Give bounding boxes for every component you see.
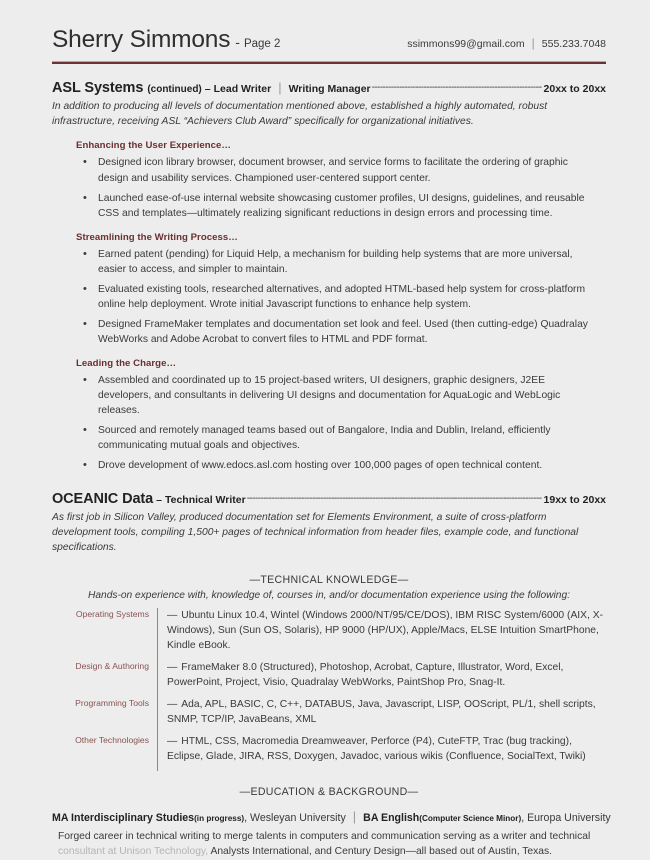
email-address[interactable]: ssimmons99@gmail.com xyxy=(407,38,525,50)
table-row xyxy=(52,608,606,660)
company-name: ASL Systems xyxy=(52,80,144,96)
bullet-list xyxy=(76,247,606,347)
tech-category-value xyxy=(158,660,606,697)
job-entry-asl-systems xyxy=(52,80,606,473)
name-block xyxy=(52,26,280,54)
job-role-primary: Lead Writer xyxy=(213,83,272,95)
em-dash: — xyxy=(167,698,178,710)
bullet-item: • Earned patent (pending) for Liquid Help, a mechanism for building help systems that are more universal, easier to access, and simpler to maintain. xyxy=(76,247,600,277)
page-number-label: Page 2 xyxy=(243,38,281,50)
bullet-item: • Designed FrameMaker templates and documentation set look and feel. Used (then cutting-edge) Quadralay WebWorks and Adobe Acrobat to convert files to HTML and PDF format. xyxy=(76,317,600,347)
job-dates: 19xx to 20xx xyxy=(543,493,606,506)
header-rule xyxy=(52,61,606,64)
bullet-item: • Launched ease-of-use internal website showcasing customer profiles, UI designs, guidelines, and reusable CSS and templates—ultimately realizing significant reductions in design errors and processing time. xyxy=(76,191,600,221)
job-summary: In addition to producing all levels of documentation mentioned above, established a highly automated, robust infrastructure, receiving ASL “Achievers Club Award” specifically for organizational initiatives. xyxy=(52,101,548,128)
tech-category-value xyxy=(158,608,606,660)
tech-value-text: Ubuntu Linux 10.4, Wintel (Windows 2000/NT/95/CE/DOS), IBM RISC System/6000 (AIX, X-Windows), Sun (Sun OS, Solaris), HP 9000 (HP/UX), Apple/Macs, ELSE Intuition SmartPhone, Kindle eBook. xyxy=(167,609,604,651)
em-dash: — xyxy=(167,735,178,747)
name-page-dash: - xyxy=(235,34,240,50)
tech-category-label: Other Technologies xyxy=(75,734,149,745)
education-background-text xyxy=(52,829,606,860)
subsection-enhancing-user-experience xyxy=(52,140,606,220)
bullet-item: • Drove development of www.edocs.asl.com hosting over 100,000 pages of open technical content. xyxy=(76,458,600,473)
job-role-secondary: Writing Manager xyxy=(288,83,371,95)
phone-number: 555.233.7048 xyxy=(541,38,606,50)
education-divider: | xyxy=(352,808,357,824)
tech-value-text: HTML, CSS, Macromedia Dreamweaver, Perforce (P4), CuteFTP, Trac (bug tracking), Eclipse, Glade, JIRA, RSS, Doxygen, Javadoc, various wikis (Confluence, SocialText, Twiki) xyxy=(167,735,586,762)
education-degrees-line xyxy=(52,808,611,824)
job-summary: As first job in Silicon Valley, produced documentation set for Elements Environment, a suite of cross-platform development tools, compiling 1,500+ pages of technical information from header files, example code, and functional specifications. xyxy=(52,511,579,554)
background-line-two-rest: Analysts International, and Century Design—all based out of Austin, Texas. xyxy=(208,846,552,858)
subsection-leading-the-charge xyxy=(52,358,606,473)
bullet-item: • Assembled and coordinated up to 15 project-based writers, UI designers, graphic designers, J2EE developers, and consultants in delivering UI designs and documentation for AquaLogic and WebLogic releases. xyxy=(76,373,600,418)
degree-secondary-note: (Computer Science Minor) xyxy=(419,813,522,823)
technical-knowledge-table xyxy=(52,608,606,771)
title-dash: – xyxy=(156,493,162,506)
degree-primary: MA Interdisciplinary Studies xyxy=(52,811,195,824)
bullet-list xyxy=(76,373,606,473)
job-heading xyxy=(52,491,606,507)
tech-category-label: Operating Systems xyxy=(75,608,149,619)
subsection-streamlining-writing-process xyxy=(52,232,606,347)
tech-value-text: Ada, APL, BASIC, C, C++, DATABUS, Java, Javascript, LISP, OOScript, PL/1, shell scripts, SNMP, TCP/IP, JavaBeans, XML xyxy=(167,698,596,725)
company-name: OCEANIC Data xyxy=(52,490,154,507)
table-row xyxy=(52,660,606,697)
tech-category-value xyxy=(158,697,606,734)
tech-value-text: FrameMaker 8.0 (Structured), Photoshop, Acrobat, Capture, Illustrator, Word, Excel, PowerPoint, Project, Visio, Quadralay WebWorks, PaintShop Pro, Snag-It. xyxy=(167,661,564,688)
subsection-title: Streamlining the Writing Process… xyxy=(76,231,238,243)
table-row xyxy=(52,734,606,771)
education-heading: —EDUCATION & BACKGROUND— xyxy=(239,785,419,798)
technical-knowledge-subheading: Hands-on experience with, knowledge of, courses in, and/or documentation experience using the following: xyxy=(88,589,570,601)
table-row xyxy=(52,697,606,734)
subsection-title: Enhancing the User Experience… xyxy=(76,140,232,152)
candidate-name: Sherry Simmons xyxy=(52,26,231,53)
subsection-title: Leading the Charge… xyxy=(76,357,177,369)
bullet-item: • Designed icon library browser, document browser, and service forms to facilitate the ordering of graphic design and usability services. Championed user-centered support center. xyxy=(76,155,600,185)
job-role-primary: Technical Writer xyxy=(164,493,246,506)
title-dash: – xyxy=(204,83,211,95)
background-line-one: Forged career in technical writing to merge talents in computers and communication serving as a writer and technical xyxy=(58,830,591,842)
job-heading xyxy=(52,80,606,96)
page-header xyxy=(52,26,606,56)
degree-primary-note: (in progress) xyxy=(194,813,245,823)
tech-category-label: Design & Authoring xyxy=(75,660,149,671)
company-continued-note: (continued) xyxy=(147,84,202,95)
contact-info xyxy=(407,36,606,50)
em-dash: — xyxy=(167,609,178,621)
role-divider: | xyxy=(278,80,282,95)
school-secondary: , Europa University xyxy=(521,811,611,824)
job-entry-oceanic-data xyxy=(52,491,606,556)
job-dates: 20xx to 20xx xyxy=(543,83,606,95)
bullet-item: • Evaluated existing tools, researched alternatives, and adopted HTML-based help system for cross-platform online help deployment. Wrote initial Javascript functions to enhance help system. xyxy=(76,282,600,312)
bullet-list xyxy=(76,155,606,220)
school-primary: , Wesleyan University xyxy=(244,811,346,824)
dotted-leader xyxy=(372,83,542,92)
background-line-two-faded: consultant at Unison Technology, xyxy=(58,846,209,858)
bullet-item: • Sourced and remotely managed teams based out of Bangalore, India and Dublin, Ireland, efficiently communicating mutual goals and objectives. xyxy=(76,423,600,453)
tech-category-value xyxy=(158,734,606,771)
degree-secondary: BA English xyxy=(363,811,420,824)
contact-divider: | xyxy=(531,36,535,50)
tech-category-label: Programming Tools xyxy=(75,697,149,708)
technical-knowledge-heading: —TECHNICAL KNOWLEDGE— xyxy=(249,573,409,586)
dotted-leader xyxy=(247,494,542,503)
em-dash: — xyxy=(167,661,178,673)
